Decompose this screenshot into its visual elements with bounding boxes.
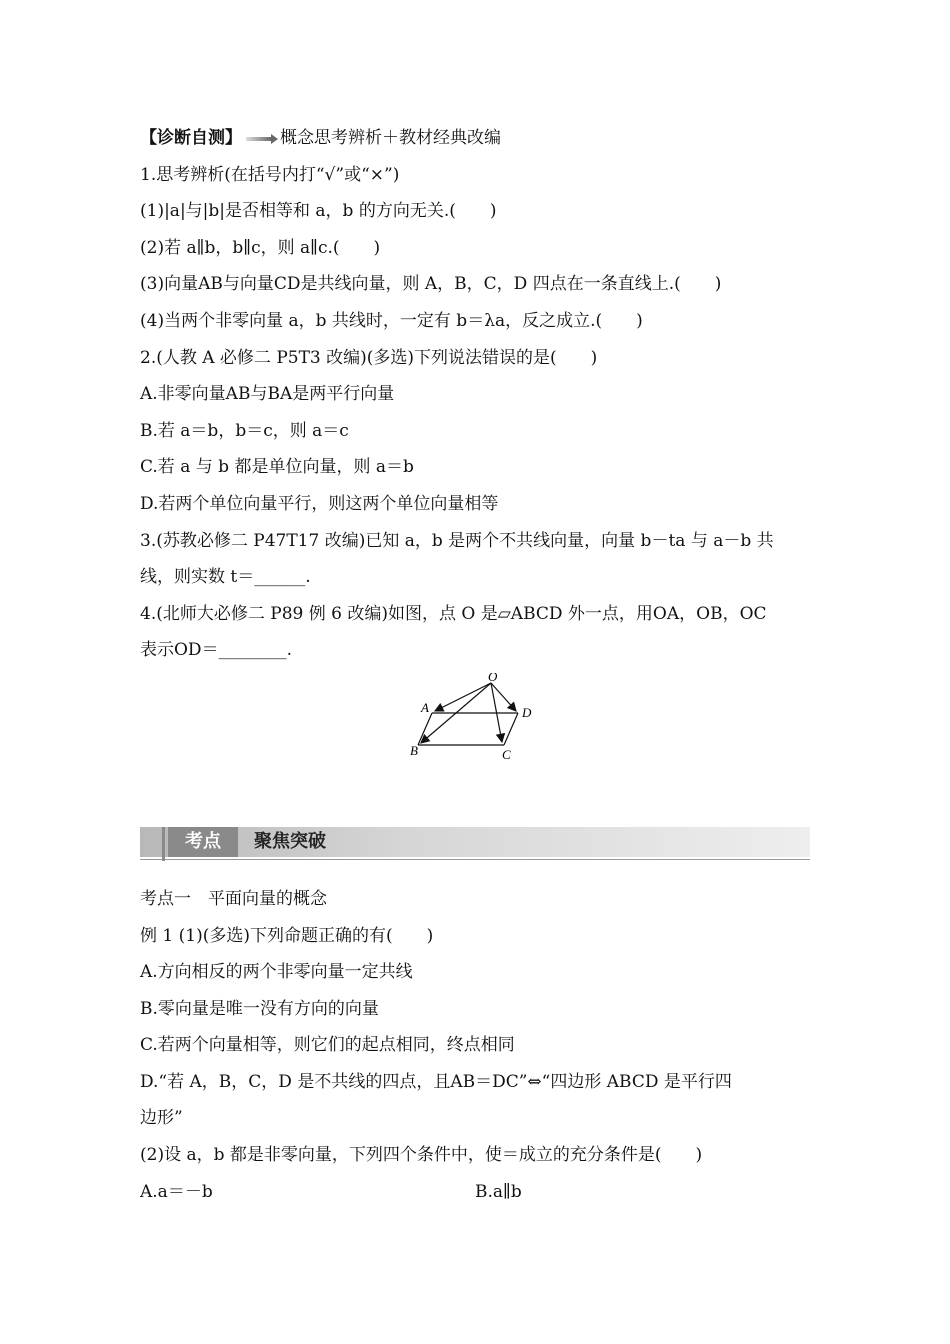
example1-option-d-line-1: D.“若 A，B，C，D 是不共线的四点，且AB＝DC”⇔“四边形 ABCD 是平行四 (140, 1071, 732, 1092)
banner-tag-edge (162, 827, 165, 861)
edge-d-c (504, 713, 518, 745)
q2-option-c: C.若 a 与 b 都是单位向量，则 a＝b (140, 457, 414, 478)
document-page (140, 120, 810, 1210)
banner-bar (140, 827, 810, 857)
q4-line-1: 4.(北师大必修二 P89 例 6 改编)如图，点 O 是▱ABCD 外一点，用OA，OB，OC (140, 603, 767, 624)
example1-option-c: C.若两个向量相等，则它们的起点相同，终点相同 (140, 1035, 515, 1056)
section-banner (140, 827, 810, 863)
diagnosis-subtitle: 概念思考辨析＋教材经典改编 (280, 128, 501, 148)
q2-option-a: A.非零向量AB与BA是两平行向量 (140, 384, 395, 405)
parallelogram-figure (140, 673, 810, 783)
q3-line-1: 3.(苏教必修二 P47T17 改编)已知 a，b 是两个不共线向量，向量 b－ta 与 a－b 共 (140, 530, 774, 551)
part2-option-a: A.a＝－b (140, 1181, 213, 1202)
q1-stem: 1.思考辨析(在括号内打“√”或“×”) (140, 164, 400, 185)
label-o: O (488, 672, 498, 684)
q3-line-2: 线，则实数 t＝______. (140, 567, 311, 588)
part2-option-b: B.a∥b (475, 1181, 522, 1202)
q1-item-1: (1)|a|与|b|是否相等和 a，b 的方向无关.( ) (140, 201, 497, 222)
q2-stem: 2.(人教 A 必修二 P5T3 改编)(多选)下列说法错误的是( ) (140, 347, 598, 368)
label-d: D (522, 704, 532, 720)
arrow-icon (246, 134, 278, 144)
q1-item-4: (4)当两个非零向量 a，b 共线时，一定有 b＝λa，反之成立.( ) (140, 310, 643, 331)
vector-diagram (410, 673, 540, 763)
q1-item-3: (3)向量AB与向量CD是共线向量，则 A，B，C，D 四点在一条直线上.( ) (140, 274, 722, 295)
q2-option-b: B.若 a＝b，b＝c，则 a＝c (140, 420, 349, 441)
label-b: B (410, 742, 418, 758)
diagnosis-header (140, 120, 810, 157)
section1-heading: 考点一 平面向量的概念 (140, 888, 327, 909)
q1-item-2: (2)若 a∥b，b∥c，则 a∥c.( ) (140, 237, 381, 258)
example1-part2-stem: (2)设 a，b 都是非零向量，下列四个条件中，使＝成立的充分条件是( ) (140, 1145, 703, 1166)
banner-title: 聚焦突破 (254, 830, 326, 852)
diagnosis-label: 【诊断自测】 (140, 128, 242, 148)
example1-option-a: A.方向相反的两个非零向量一定共线 (140, 962, 413, 983)
banner-tag: 考点 (168, 827, 238, 857)
q4-line-2: 表示OD＝________. (140, 640, 292, 661)
label-a: A (421, 699, 429, 715)
example1-option-d-line-2: 边形” (140, 1108, 183, 1129)
vector-od (491, 683, 516, 711)
label-c: C (502, 746, 511, 762)
example1-option-b: B.零向量是唯一没有方向的向量 (140, 998, 379, 1019)
example1-stem: 例 1 (1)(多选)下列命题正确的有( ) (140, 925, 434, 946)
q2-option-d: D.若两个单位向量平行，则这两个单位向量相等 (140, 493, 499, 514)
banner-underline (140, 859, 810, 860)
example1-part2-options (140, 1174, 810, 1211)
